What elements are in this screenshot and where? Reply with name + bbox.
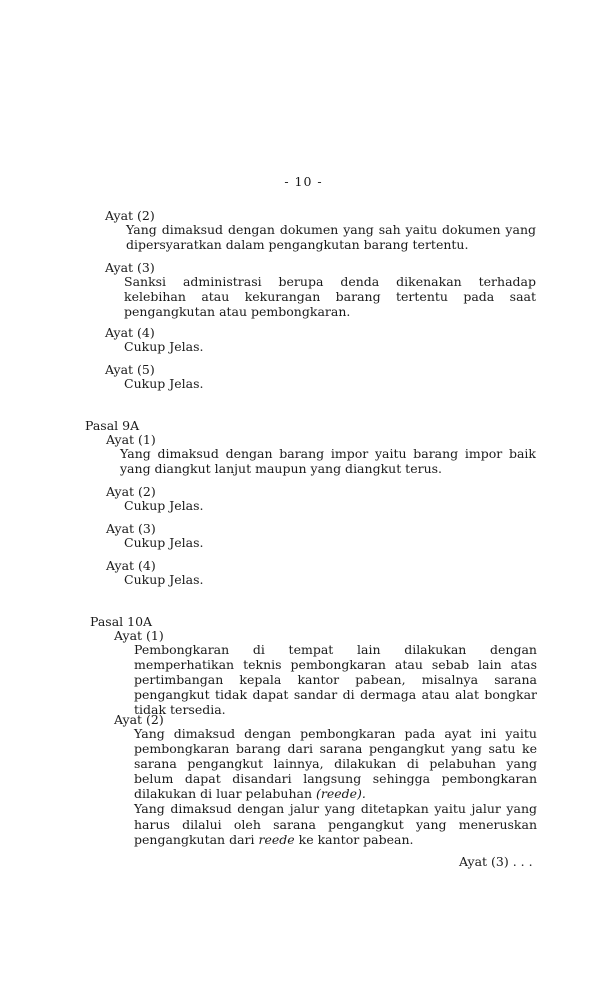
ayat-5-label: Ayat (5) <box>105 362 155 377</box>
pasal-9a-ayat-3-label: Ayat (3) <box>106 521 156 536</box>
pasal-10a-ayat-1-text: Pembongkaran di tempat lain dilakukan dengan memperhatikan teknis pembongkaran atau sebab lain atas pertimbangan kepala kantor pabean, misalnya sarana pengangkut tidak dapat sandar di dermaga atau alat bongkar tidak tersedia. <box>134 642 537 718</box>
pasal-9a-ayat-1-label: Ayat (1) <box>106 432 156 447</box>
reede-term: (reede). <box>316 786 366 802</box>
next-page-continuation: Ayat (3) . . . <box>459 854 533 869</box>
pasal-10a-ayat-1-label: Ayat (1) <box>114 628 164 643</box>
pasal-10a-ayat-2-paragraph-2 <box>134 801 537 846</box>
pasal-9a-ayat-2-text: Cukup Jelas. <box>124 498 204 513</box>
pasal-10a-ayat-2-paragraph-1 <box>134 726 537 801</box>
pasal-9a-ayat-1-text: Yang dimaksud dengan barang impor yaitu barang impor baik yang diangkut lanjut maupun yang diangkut terus. <box>120 446 536 477</box>
pasal-9a-title: Pasal 9A <box>85 418 140 433</box>
ayat-3-text: Sanksi administrasi berupa denda dikenakan terhadap kelebihan atau kekurangan barang tertentu pada saat pengangkutan atau pembongkaran. <box>124 274 536 320</box>
ayat-3-label: Ayat (3) <box>105 260 155 275</box>
pasal-10a-ayat-2-p1-text: Yang dimaksud dengan pembongkaran pada ayat ini yaitu pembongkaran barang dari sarana pengangkut yang satu ke sarana pengangkut lainnya, dilakukan di pelabuhan yang belum dapat disandari langsung sehingga pembongkaran dilakukan di luar pelabuhan <box>134 726 537 802</box>
pasal-10a-title: Pasal 10A <box>90 614 153 629</box>
ayat-5-text: Cukup Jelas. <box>124 376 204 391</box>
pasal-9a-ayat-4-text: Cukup Jelas. <box>124 572 204 587</box>
pasal-9a-ayat-3-text: Cukup Jelas. <box>124 535 204 550</box>
pasal-10a-ayat-2-p2-before: Yang dimaksud dengan jalur yang ditetapkan yaitu jalur yang harus dilalui oleh sarana pengangkut yang meneruskan pengangkutan dari <box>134 801 537 847</box>
reede-term-2: reede <box>258 831 295 847</box>
pasal-9a-ayat-4-label: Ayat (4) <box>106 558 156 573</box>
pasal-10a-ayat-2-p2-after: ke kantor pabean. <box>298 831 414 847</box>
ayat-4-label: Ayat (4) <box>105 325 155 340</box>
ayat-4-text: Cukup Jelas. <box>124 339 204 354</box>
page-number: - 10 - <box>284 174 323 189</box>
ayat-2-label: Ayat (2) <box>105 208 155 223</box>
ayat-2-text: Yang dimaksud dengan dokumen yang sah yaitu dokumen yang dipersyaratkan dalam pengangkutan barang tertentu. <box>126 222 536 253</box>
pasal-10a-ayat-2-label: Ayat (2) <box>114 712 164 727</box>
pasal-9a-ayat-2-label: Ayat (2) <box>106 484 156 499</box>
pasal-10a-ayat-2-body <box>134 726 537 847</box>
